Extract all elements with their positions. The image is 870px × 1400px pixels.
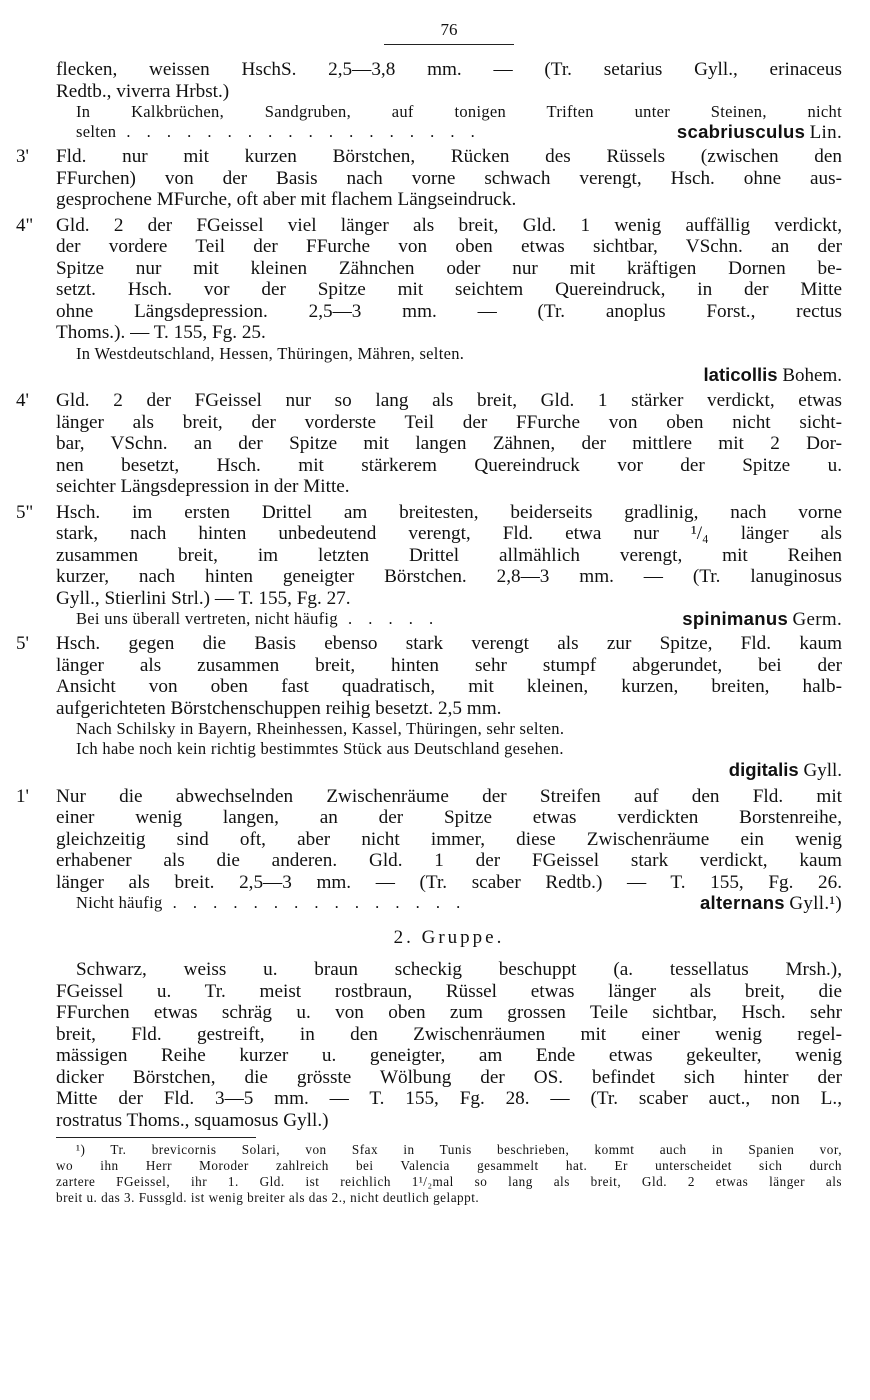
habitat-species-line [56, 893, 842, 913]
key-text: Gld. 2 der FGeissel nur so lang als breit, Gld. 1 stärker verdickt, etwas [56, 390, 842, 411]
species-name-group [677, 122, 842, 143]
text-line: einer wenig langen, an der Spitze etwas verdickten Borstenreihe, [56, 807, 842, 828]
species-name: alternans [699, 892, 785, 913]
key-text: Hsch. gegen die Basis ebenso stark verengt als zur Spitze, Fld. kaum [56, 633, 842, 654]
species-author: Gyll. [803, 760, 842, 781]
text-line: länger als breit. 2,5—3 mm. — (Tr. scaber Redtb.) — T. 155, Fg. 26. [56, 871, 842, 893]
text-line: gesprochene MFurche, oft aber mit flachem Längseindruck. [56, 189, 517, 210]
leader-dots: . . . . . . . . . . . . . . . . . . [116, 122, 481, 141]
species-name: spinimanus [682, 608, 789, 629]
text-line: flecken, weissen HschS. 2,5—3,8 mm. — (Tr. setarius Gyll., erinaceus [56, 59, 842, 80]
habitat-text: selten [76, 122, 117, 141]
habitat-line: Nach Schilsky in Bayern, Rheinhessen, Kassel, Thüringen, sehr selten. [76, 719, 565, 738]
text-line: seichter Längsdepression in der Mitte. [56, 476, 350, 497]
species-line [56, 364, 842, 387]
text-line: länger als breit, der vorderste Teil der FFurche von oben nicht sicht- [56, 411, 842, 433]
key-text: Fld. nur mit kurzen Börstchen, Rücken des Rüssels (zwischen den [56, 146, 842, 167]
section-heading: 2. Gruppe. [393, 927, 505, 948]
text-line: erhabener als die anderen. Gld. 1 der FGeissel stark verdickt, kaum [56, 850, 842, 871]
habitat-species-line [56, 609, 842, 629]
text-line: setzt. Hsch. vor der Spitze mit seichtem Quereindruck, in der Mitte [56, 279, 842, 300]
text-line: Ansicht von oben fast quadratisch, mit kleinen, kurzen, breiten, halb- [56, 676, 842, 697]
key-number: 4" [16, 214, 34, 236]
species-author: Gyll.¹) [789, 893, 842, 914]
key-number: 1' [16, 785, 29, 807]
text-line: FFurchen) von der Basis nach vorne schwach verengt, Hsch. ohne aus- [56, 167, 842, 189]
species-author: Lin. [809, 122, 842, 143]
text-line: kurzer, nach hinten geneigter Börstchen. 2,8—3 mm. — (Tr. lanuginosus [56, 566, 842, 587]
leader-dots: . . . . . [337, 609, 440, 628]
habitat-text: Nicht häufig [76, 893, 163, 912]
habitat-line: Ich habe noch kein richtig bestimmtes Stück aus Deutschland gesehen. [76, 739, 564, 758]
leader-dots: . . . . . . . . . . . . . . . [162, 893, 467, 912]
page-number: 76 [440, 20, 458, 39]
key-line [16, 214, 842, 237]
habitat-line: In Kalkbrüchen, Sandgruben, auf tonigen Triften unter Steinen, nicht [76, 102, 842, 121]
text-line: nen besetzt, Hsch. mit stärkerem Quereindruck vor der Spitze u. [56, 454, 842, 476]
text-line: gleichzeitig sind oft, aber nicht immer, diese Zwischenräume ein wenig [56, 828, 842, 850]
footnote-line: zartere FGeissel, ihr 1. Gld. ist reichlich 1¹/₂mal so lang als breit, Gld. 2 etwas länger als [56, 1174, 842, 1189]
habitat-text: Bei uns überall vertreten, nicht häufig [76, 609, 338, 628]
text-line: Gyll., Stierlini Strl.) — T. 155, Fg. 27. [56, 587, 351, 609]
key-text: Gld. 2 der FGeissel viel länger als breit, Gld. 1 wenig auffällig verdickt, [56, 214, 842, 236]
key-line [16, 146, 842, 168]
text-line: Mitte der Fld. 3—5 mm. — T. 155, Fg. 28. — (Tr. scaber auct., non L., [56, 1088, 842, 1109]
key-line [16, 390, 842, 412]
species-name: laticollis [703, 363, 778, 385]
text-line: aufgerichteten Börstchenschuppen reihig besetzt. 2,5 mm. [56, 697, 502, 719]
species-name-group [682, 609, 842, 630]
footnote-line: ¹) Tr. brevicornis Solari, von Sfax in Tunis beschrieben, kommt auch in Spanien vor, [76, 1142, 842, 1157]
text-line: FGeissel u. Tr. meist rostbraun, Rüssel etwas länger als breit, die [56, 980, 842, 1002]
text-line: bar, VSchn. an der Spitze mit langen Zähnen, der mittlere mit 2 Dor- [56, 433, 842, 454]
key-line [16, 633, 842, 655]
key-number: 5" [16, 501, 34, 523]
text-line: Redtb., viverra Hrbst.) [56, 80, 230, 102]
text-line: länger als zusammen breit, hinten sehr stumpf abgerundet, bei der [56, 654, 842, 676]
text-line: zusammen breit, im letzten Drittel allmählich verengt, mit Reihen [56, 544, 842, 566]
text-line: dicker Börstchen, die grösste Wölbung der OS. befindet sich hinter der [56, 1066, 842, 1088]
text-line: rostratus Thoms., squamosus Gyll.) [56, 1109, 329, 1131]
key-line [16, 501, 842, 524]
key-number: 4' [16, 390, 29, 411]
key-number: 3' [16, 146, 29, 167]
key-text: Hsch. im ersten Drittel am breitesten, beiderseits gradlinig, nach vorne [56, 501, 842, 523]
key-text: Nur die abwechselnden Zwischenräume der Streifen auf den Fld. mit [56, 785, 842, 807]
habitat-line: In Westdeutschland, Hessen, Thüringen, Mähren, selten. [76, 343, 465, 363]
species-line [56, 759, 842, 782]
species-name: scabriusculus [676, 121, 806, 142]
species-author: Bohem. [782, 364, 842, 386]
key-number: 5' [16, 633, 29, 654]
species-name: digitalis [728, 759, 799, 780]
document-page [16, 20, 842, 1206]
text-line: Schwarz, weiss u. braun scheckig beschuppt (a. tessellatus Mrsh.), [76, 959, 842, 980]
text-line: ohne Längsdepression. 2,5—3 mm. — (Tr. anoplus Forst., rectus [56, 300, 842, 322]
text-line: mässigen Reihe kurzer u. geneigter, am Ende etwas gekeulter, wenig [56, 1045, 842, 1066]
footnote-rule [56, 1137, 256, 1138]
text-line: stark, nach hinten unbedeutend verengt, Fld. etwa nur ¹/₄ länger als [56, 523, 842, 544]
habitat-species-line [56, 122, 842, 142]
header-rule [384, 44, 514, 45]
text-line: FFurchen etwas schräg u. von oben zum grossen Teile sichtbar, Hsch. sehr [56, 1002, 842, 1023]
text-line: breit, Fld. gestreift, in den Zwischenräumen mit einer wenig regel- [56, 1023, 842, 1045]
text-line: Spitze nur mit kleinen Zähnchen oder nur mit kräftigen Dornen be- [56, 257, 842, 279]
footnote-line: wo ihn Herr Moroder zahlreich bei Valencia gesammelt hat. Er unterscheidet sich durch [56, 1158, 842, 1173]
key-line [16, 785, 842, 808]
species-name-group [700, 893, 842, 914]
text-line: Thoms.). — T. 155, Fg. 25. [56, 322, 266, 343]
species-author: Germ. [792, 609, 842, 630]
footnote-line: breit u. das 3. Fussgld. ist wenig breiter als das 2., nicht deutlich gelappt. [56, 1190, 480, 1205]
text-line: der vordere Teil der FFurche von oben etwas sichtbar, VSchn. an der [56, 236, 842, 257]
